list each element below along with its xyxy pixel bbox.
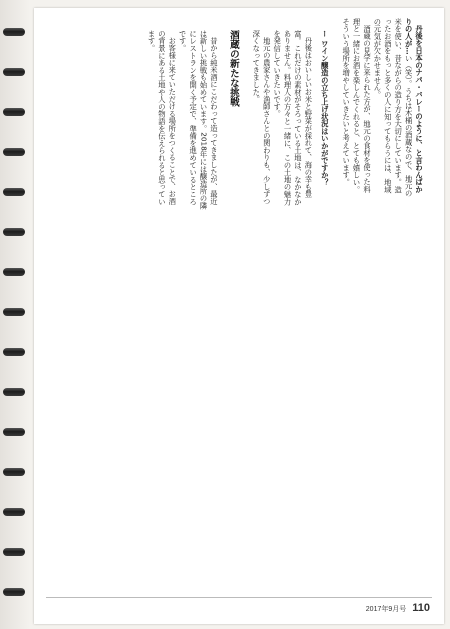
binder-ring bbox=[3, 188, 25, 196]
section-heading: 酒蔵の新たな挑戦 bbox=[227, 30, 239, 107]
paragraph-text: 丹後はおいしいお米と野菜が採れて、海の幸も豊富。これだけの素材がそろっている土地は、なかなかありません。料理人の方々と一緒に、この土地の魅力を発信していきたいです。 bbox=[273, 30, 314, 206]
binder-ring bbox=[3, 348, 25, 356]
issue-date: 2017年9月号 bbox=[365, 606, 407, 613]
paragraph-text: 昔から純米酒にこだわって造ってきましたが、最近は新しい挑戦も始めています。2018年には醸造所の隣にレストランを開く予定で、準備を進めているところです。 bbox=[178, 30, 219, 210]
binder-ring bbox=[3, 268, 25, 276]
paragraph-text: 酒蔵の見学に来られた方が、地元の食材を使った料理と一緒にお酒を楽しんでくれると、とても嬉しい。そういう場所を増やしていきたいと考えています。 bbox=[342, 18, 372, 194]
binder-ring bbox=[3, 588, 25, 596]
paragraph bbox=[251, 30, 272, 210]
paragraph bbox=[272, 30, 314, 210]
article-column bbox=[341, 18, 424, 198]
binder-ring bbox=[3, 148, 25, 156]
paragraph-text: 地元の農家さんや漁師さんとの関わりも、少しずつ深くなってきました。 bbox=[252, 30, 272, 206]
article-column bbox=[146, 30, 240, 210]
binder-ring bbox=[3, 308, 25, 316]
binder-ring bbox=[3, 28, 25, 36]
article-body bbox=[46, 18, 432, 584]
binder-ring bbox=[3, 68, 25, 76]
paragraph-text: い（笑）。うちは木桶の酒蔵なので、地元の米を使い、昔ながらの造り方を大切にしています。造ったお酒をもっと多くの人に知ってもらうには、地域の元気が欠かせません。 bbox=[373, 18, 414, 197]
paragraph-text: お客様に来ていただける場所をつくることで、お酒の背景にある土地や人の物語を伝えられると思っています。 bbox=[147, 30, 178, 206]
interview-question: ー ワイン醸造の立ち上げ状況はいかがですか？ bbox=[320, 30, 330, 186]
binder-ring bbox=[3, 548, 25, 556]
page-number: 110 bbox=[412, 602, 430, 614]
paragraph bbox=[372, 18, 424, 198]
binder-ring bbox=[3, 428, 25, 436]
binder-ring bbox=[3, 508, 25, 516]
paragraph bbox=[341, 18, 372, 198]
article-column bbox=[251, 30, 330, 210]
binder-ring bbox=[3, 388, 25, 396]
binder-ring bbox=[3, 468, 25, 476]
binder-ring bbox=[3, 108, 25, 116]
binder-ring bbox=[3, 228, 25, 236]
magazine-page bbox=[34, 8, 444, 624]
page-footer bbox=[366, 602, 430, 614]
paragraph-lead: 丹後を日本のナパ・バレーのように、と言わんばかりの人が… bbox=[404, 18, 424, 194]
footer-divider bbox=[46, 597, 432, 598]
paragraph bbox=[177, 30, 219, 210]
paragraph bbox=[146, 30, 177, 210]
